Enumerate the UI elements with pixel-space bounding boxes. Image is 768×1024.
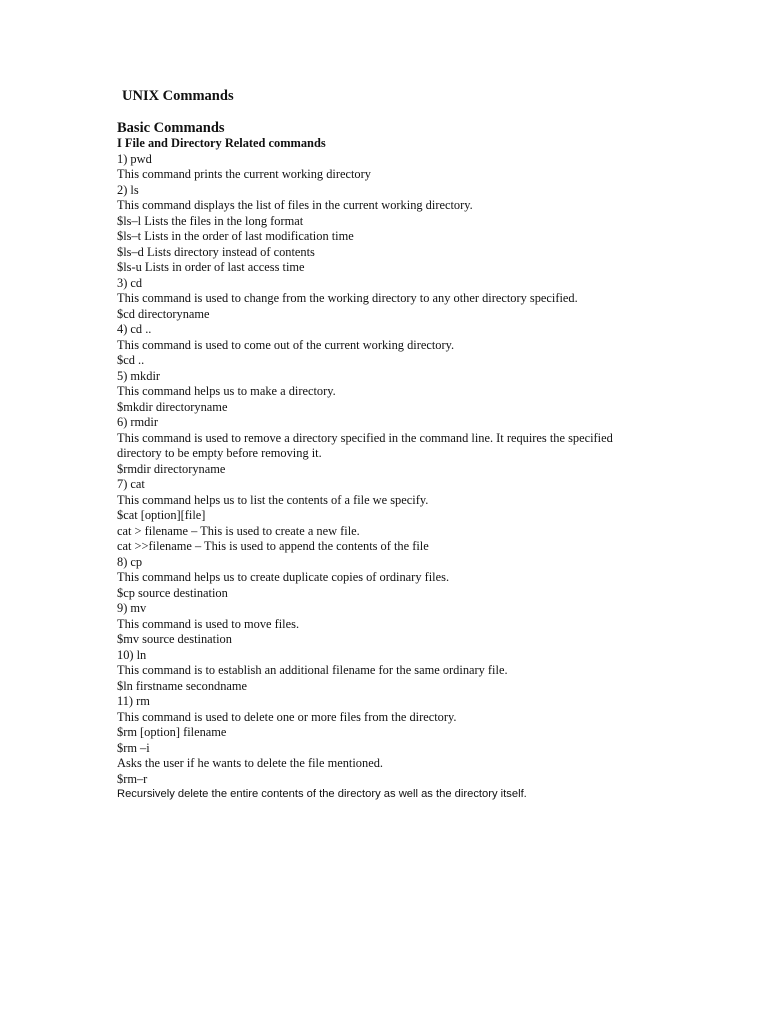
section-title: Basic Commands xyxy=(117,120,225,136)
text-line: 5) mkdir xyxy=(117,368,161,383)
text-line: 11) rm xyxy=(117,694,150,708)
text-line: $mv source destination xyxy=(117,632,232,646)
text-line: $cp source destination xyxy=(117,585,228,600)
text-line: 10) ln xyxy=(117,647,147,662)
text-line: This command is to establish an additional filename for the same ordinary file. xyxy=(117,663,508,677)
text-line: $ls–l Lists the files in the long format xyxy=(117,213,304,228)
text-line: This command helps us to list the contents of a file we specify. xyxy=(117,492,429,507)
text-line: 9) mv xyxy=(117,601,147,615)
text-line: This command prints the current working directory xyxy=(117,167,371,181)
text-line: $ls–d Lists directory instead of contents xyxy=(117,244,315,259)
text-line: This command is used to remove a directory specified in the command line. It requires the specified xyxy=(117,430,613,445)
text-line: This command is used to delete one or more files from the directory. xyxy=(117,709,457,724)
text-line: This command displays the list of files in the current working directory. xyxy=(117,198,473,212)
text-line: 1) pwd xyxy=(117,151,152,166)
text-line: cat >>filename – This is used to append the contents of the file xyxy=(117,539,429,553)
document-body xyxy=(117,136,677,803)
text-line: 8) cp xyxy=(117,554,143,569)
text-line: 7) cat xyxy=(117,477,145,491)
text-line: $ls-u Lists in order of last access time xyxy=(117,260,305,274)
subsection-title: I File and Directory Related commands xyxy=(117,136,326,150)
text-line: 6) rmdir xyxy=(117,415,158,429)
text-line: 2) ls xyxy=(117,182,139,197)
text-line: $rm–r xyxy=(117,771,148,786)
text-line: This command helps us to create duplicate copies of ordinary files. xyxy=(117,570,450,584)
text-line: $cat [option][file] xyxy=(117,508,206,522)
text-line: This command is used to move files. xyxy=(117,616,300,631)
text-line: $cd .. xyxy=(117,353,145,367)
text-line: This command is used to change from the working directory to any other directory specified. xyxy=(117,291,578,305)
text-line: $ls–t Lists in the order of last modification time xyxy=(117,229,354,243)
text-line: 3) cd xyxy=(117,275,143,290)
text-line: cat > filename – This is used to create a new file. xyxy=(117,523,360,538)
text-line: directory to be empty before removing it. xyxy=(117,446,322,460)
text-line: $ln firstname secondname xyxy=(117,678,248,693)
text-line: $rm [option] filename xyxy=(117,725,227,739)
text-line: $cd directoryname xyxy=(117,306,210,321)
text-line: $rm –i xyxy=(117,740,150,755)
text-line: $mkdir directoryname xyxy=(117,399,228,414)
text-line: $rmdir directoryname xyxy=(117,461,226,476)
document-title: UNIX Commands xyxy=(122,88,234,104)
text-line: This command helps us to make a directory. xyxy=(117,384,336,398)
text-line: This command is used to come out of the current working directory. xyxy=(117,337,455,352)
text-line-last: Recursively delete the entire contents of the directory as well as the directory itself. xyxy=(117,788,527,800)
text-line: 4) cd .. xyxy=(117,322,152,336)
text-line: Asks the user if he wants to delete the file mentioned. xyxy=(117,756,383,770)
